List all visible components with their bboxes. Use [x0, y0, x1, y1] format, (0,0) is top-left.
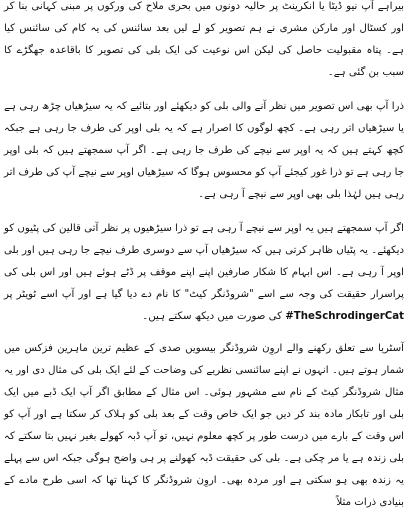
hashtag-link[interactable]: #TheSchrodingerCat [285, 311, 404, 322]
paragraph-cat-ambiguity-text: اگر آپ سمجھتے ہیں یہ اوپر سے نیچے آ رہی ہے تو ذرا سیڑھیوں پر نظر آتی قالین کی پٹیوں کو دیکھئے۔ یہ پٹیاں ظاہر کرتی ہیں کہ سیڑھیاں آپ سے دوسری طرف نیچے جا رہی ہیں اور بلی اوپر آ رہی ہے۔ اس ابہام کا شکار صارفین اپنے اپنے موقف پر ڈٹے ہوئے ہیں اور اس بلی کی پراسرار حقیقت کی وجہ سے اسے "شروڈنگر کیٹ" کا نام دے دیا گیا ہے اور آپ اسے ٹویٹر پر [4, 223, 404, 300]
paragraph-cat-ambiguity-end: کی صورت میں دیکھ سکتے ہیں۔ [142, 311, 282, 322]
paragraph-spacer [4, 328, 404, 338]
paragraph-spacer [4, 206, 404, 218]
paragraph-cat-question: ذرا آپ بھی اس تصویر میں نظر آنے والی بلی کو دیکھئے اور بتائیے کہ یہ سیڑھیاں چڑھ رہی ہے یا سیڑھیاں اتر رہی ہے۔ کچھ لوگوں کا اصرار ہے کہ یہ بلی اوپر کی طرف جا رہی ہے جبکہ کچھ کہتے ہیں کہ یہ اوپر سے نیچے کی طرف جا رہی ہے۔ اگر آپ سمجھتے ہیں کہ بلی اوپر جا رہی ہے تو ذرا غور کیجئے آپ کو محسوس ہوگا کہ سیڑھیاں اوپر سے نیچے آپ کی طرف اتر رہی ہیں لہٰذا بلی بھی اوپر سے نیچے آ رہی ہے۔ [4, 101, 404, 200]
paragraph-intro [4, 0, 404, 84]
paragraph-cat-ambiguity [4, 218, 404, 328]
paragraph-intro-line-2: پتاہ مقبولیت حاصل کی لیکن اس نوعیت کی ایک بلی کی تصویر کا باقاعدہ جھگڑے کا سبب بن گئی ہے۔ [4, 45, 404, 78]
paragraph-intro-line-1: بیراہے آپ نیو ڈیٹا یا انکرینٹ پر حالیہ دونوں میں بحری ملاح کی ورکوں پر مبنی کہانی بنا کر اور کسٹال اور مارکن مشری نے ہم تصویر کو لے لیں بعد سائنس کی یہ کام کی سائنس کیا ہے۔ [4, 1, 404, 56]
paragraph-schrodinger: آسٹریا سے تعلق رکھنے والے اروِن شروڈنگر بیسویں صدی کے عظیم ترین ماہرین فزکس میں شمار ہوتے ہیں۔ انہوں نے اپنے سائنسی نظریے کی وضاحت کے لئے ایک بلی کی مثال دی اور یہ مثال شروڈنگر کیٹ کے نام سے مشہور ہوئی۔ اس مثال کے مطابق اگر آپ ایک ڈبے میں ایک بلی اور تابکار مادہ بند کر دیں جو ایک خاص وقت کے بعد بلی کو ہلاک کر سکتا ہے اور آپ کو اس وقت کے بارے میں درست طور پر کچھ معلوم نہیں، تو آپ ڈبہ کھولے بغیر نہیں بتا سکتے کہ بلی زندہ ہے یا مر چکی ہے۔ بلی کی حقیقت ڈبہ کھولنے پر ہی واضح ہوگی جبکہ اس سے پہلے یہ زندہ بھی ہو سکتی ہے اور مردہ بھی۔ اروِن شروڈنگر کا کہنا تھا کہ اسی طرح مادے کے بنیادی ذرات مثلاً [4, 343, 404, 508]
paragraph-spacer [4, 84, 404, 96]
